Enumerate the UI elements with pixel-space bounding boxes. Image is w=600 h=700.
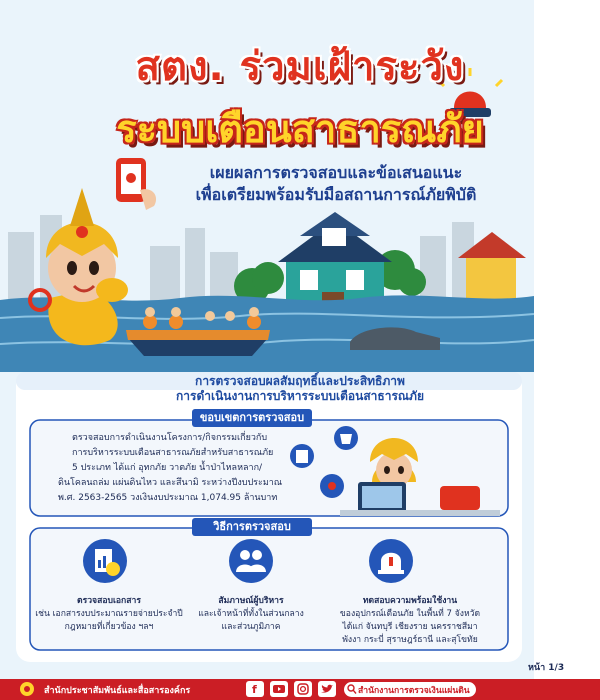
method-detail: ได้แก่ จันทบุรี เชียงราย นครราชสีมา	[342, 622, 478, 632]
method-detail: กฎหมายที่เกี่ยวข้อง ฯลฯ	[64, 622, 154, 632]
scope-line: 5 ประเภท ได้แก่ อุทกภัย วาตภัย น้ำป่าไหลหลาก/	[72, 463, 263, 473]
scope-tab: ขอบเขตการตรวจสอบ	[192, 409, 312, 427]
methods-tab: วิธีการตรวจสอบ	[192, 518, 312, 536]
main-title-line1: สตง. ร่วมเฝ้าระวัง	[135, 44, 465, 90]
page-number: หน้า 1/3	[528, 663, 565, 673]
audit-heading-line2: การดำเนินงานการบริหารระบบเตือนสาธารณภัย	[176, 389, 424, 403]
people-icon	[228, 538, 274, 584]
method-detail: พังงา กระบี่ สุราษฎร์ธานี และสุโขทัย	[342, 635, 478, 645]
scope-line: พ.ศ. 2563-2565 วงเงินงบประมาณ 1,074.95 ล้านบาท	[58, 493, 278, 503]
scope-line: ดินโคลนถล่ม แผ่นดินไหว และสึนามิ ระหว่างปีงบประมาณ	[58, 478, 283, 488]
method-detail: และส่วนภูมิภาค	[221, 622, 281, 632]
method-detail: ของอุปกรณ์เตือนภัย ในพื้นที่ 7 จังหวัด	[339, 609, 481, 619]
method-label: สัมภาษณ์ผู้บริหาร	[218, 596, 284, 606]
document-chart-icon	[82, 538, 128, 584]
instagram-icon[interactable]	[294, 681, 312, 697]
method-label: ตรวจสอบเอกสาร	[77, 596, 141, 606]
subtitle-line1: เผยผลการตรวจสอบและข้อเสนอแนะ	[209, 163, 463, 182]
scope-line: ตรวจสอบการดำเนินงานโครงการ/กิจกรรมเกี่ยวกับ	[72, 433, 268, 443]
twitter-icon[interactable]	[318, 681, 336, 697]
svg-text:f: f	[252, 683, 257, 696]
oag-logo-icon	[18, 681, 36, 697]
search-text: สำนักงานการตรวจเงินแผ่นดิน	[358, 686, 470, 696]
main-title-line2: ระบบเตือนสาธารณภัย	[116, 107, 484, 151]
audit-heading-line1: การตรวจสอบผลสัมฤทธิ์และประสิทธิภาพ	[195, 374, 405, 388]
youtube-icon[interactable]	[270, 681, 288, 697]
alarm-siren-icon	[368, 538, 414, 584]
scope-line: การบริหารระบบเตือนสาธารณภัยสำหรับสาธารณภัย	[72, 448, 274, 458]
method-detail: และเจ้าหน้าที่ทั้งในส่วนกลาง	[198, 609, 304, 619]
subtitle-line2: เพื่อเตรียมพร้อมรับมือสถานการณ์ภัยพิบัติ	[195, 185, 477, 204]
search-icon	[347, 684, 357, 695]
method-label: ทดสอบความพร้อมใช้งาน	[362, 596, 458, 606]
footer-organization: สำนักประชาสัมพันธ์และสื่อสารองค์กร	[44, 686, 191, 696]
facebook-icon[interactable]	[246, 681, 264, 697]
method-detail: เช่น เอกสารงบประมาณรายจ่ายประจำปี	[35, 609, 183, 619]
